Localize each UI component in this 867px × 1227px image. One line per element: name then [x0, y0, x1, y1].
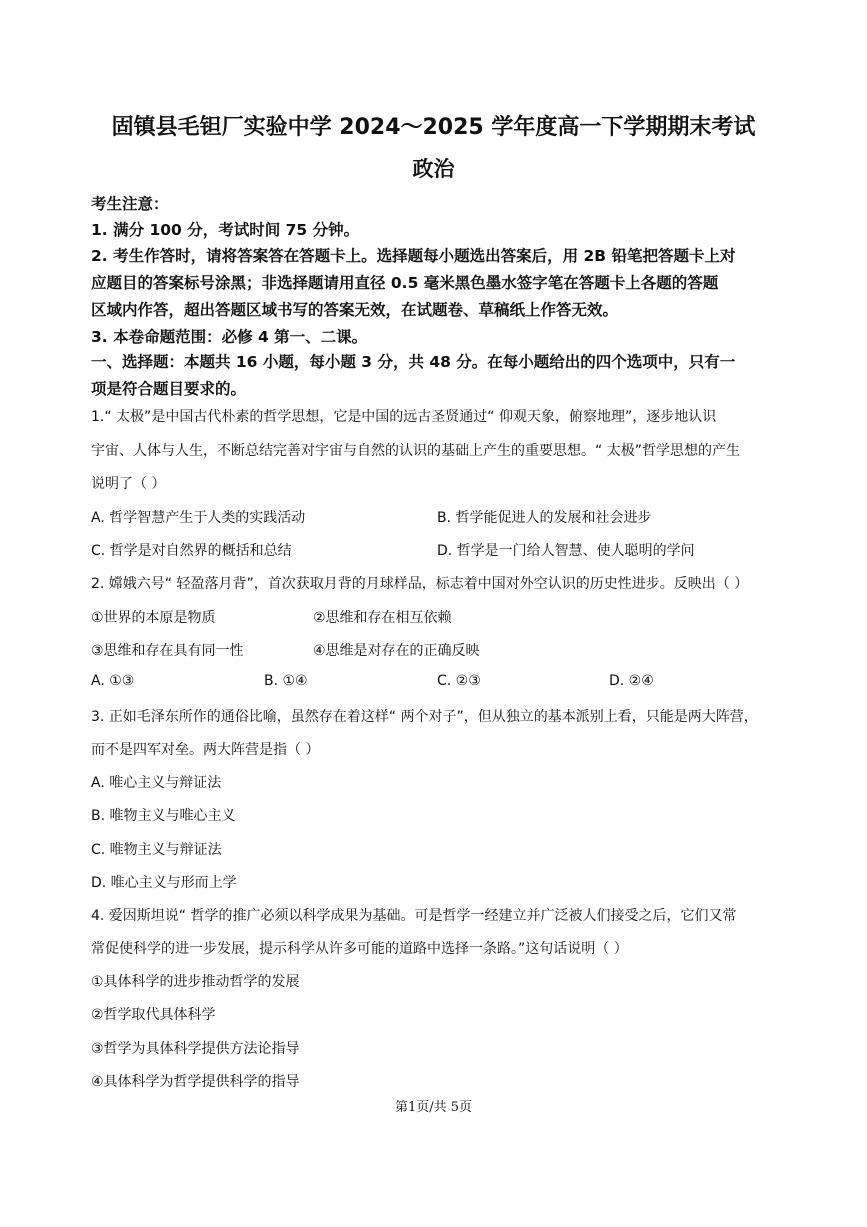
section-heading-line-1: 一、选择题：本题共 16 小题，每小题 3 分，共 48 分。在每小题给出的四个选项中，只有一 — [91, 353, 736, 371]
page-number: 第1页/共 5页 — [394, 1100, 473, 1115]
q1-option-b: B. 哲学能促进人的发展和社会进步 — [437, 510, 652, 526]
notice-line-3: 应题目的答案标号涂黑；非选择题请用直径 0.5 毫米黑色墨水签字笔在答题卡上各题的答题 — [91, 274, 719, 292]
notice-line-5: 3. 本卷命题范围：必修 4 第一、二课。 — [91, 328, 368, 346]
q4-item-4: ④具体科学为哲学提供科学的指导 — [91, 1074, 300, 1090]
section-heading-line-2: 项是符合题目要求的。 — [91, 380, 247, 398]
q2-item-4: ④思维是对存在的正确反映 — [313, 643, 480, 659]
q3-stem-line-1: 3. 正如毛泽东所作的通俗比喻，虽然存在着这样“ 两个对子”，但从独立的基本派别上看，只能是两大阵营， — [91, 709, 758, 725]
q4-item-1: ①具体科学的进步推动哲学的发展 — [91, 974, 300, 990]
q1-stem-line-1: 1.“ 太极”是中国古代朴素的哲学思想，它是中国的远古圣贤通过“ 仰观天象，俯察地理”，逐步地认识 — [91, 409, 717, 425]
q3-stem-line-2: 而不是四军对垒。两大阵营是指（ ） — [91, 742, 320, 758]
exam-title: 固镇县毛钽厂实验中学 2024～2025 学年度高一下学期期末考试 — [111, 115, 756, 140]
q3-option-a: A. 唯心主义与辩证法 — [91, 775, 222, 791]
q1-stem-line-2: 宇宙、人体与人生，不断总结完善对宇宙与自然的认识的基础上产生的重要思想。“ 太极”哲学思想的产生 — [91, 443, 740, 459]
notice-heading: 考生注意： — [91, 195, 169, 213]
q2-option-a: A. ①③ — [91, 673, 135, 689]
notice-line-1: 1. 满分 100 分，考试时间 75 分钟。 — [91, 221, 360, 239]
q4-item-3: ③哲学为具体科学提供方法论指导 — [91, 1041, 300, 1057]
notice-line-4: 区域内作答，超出答题区域书写的答案无效，在试题卷、草稿纸上作答无效。 — [91, 301, 619, 319]
q3-option-d: D. 唯心主义与形而上学 — [91, 875, 237, 891]
q2-item-2: ②思维和存在相互依赖 — [313, 610, 452, 626]
q1-option-d: D. 哲学是一门给人智慧、使人聪明的学问 — [437, 543, 695, 559]
q4-item-2: ②哲学取代具体科学 — [91, 1007, 216, 1023]
q1-option-a: A. 哲学智慧产生于人类的实践活动 — [91, 510, 306, 526]
q3-option-b: B. 唯物主义与唯心主义 — [91, 808, 236, 824]
q2-stem: 2. 嫦娥六号“ 轻盈落月背”，首次获取月背的月球样品，标志着中国对外空认识的历史性进步。反映出（ ） — [91, 576, 749, 592]
q2-option-d: D. ②④ — [609, 673, 654, 689]
q4-stem-line-1: 4. 爱因斯坦说“ 哲学的推广必须以科学成果为基础。可是哲学一经建立并广泛被人们接受之后，它们又常 — [91, 908, 737, 924]
notice-line-2: 2. 考生作答时，请将答案答在答题卡上。选择题每小题选出答案后，用 2B 铅笔把答题卡上对 — [91, 247, 736, 265]
subject-title: 政治 — [412, 157, 455, 181]
q1-option-c: C. 哲学是对自然界的概括和总结 — [91, 543, 292, 559]
q2-option-c: C. ②③ — [437, 673, 481, 689]
q4-stem-line-2: 常促使科学的进一步发展，提示科学从许多可能的道路中选择一条路。”这句话说明（ ） — [91, 941, 628, 957]
q3-option-c: C. 唯物主义与辩证法 — [91, 842, 222, 858]
q2-item-1: ①世界的本原是物质 — [91, 610, 216, 626]
q2-option-b: B. ①④ — [264, 673, 308, 689]
q1-stem-line-3: 说明了（ ） — [91, 476, 166, 492]
q2-item-3: ③思维和存在具有同一性 — [91, 643, 244, 659]
